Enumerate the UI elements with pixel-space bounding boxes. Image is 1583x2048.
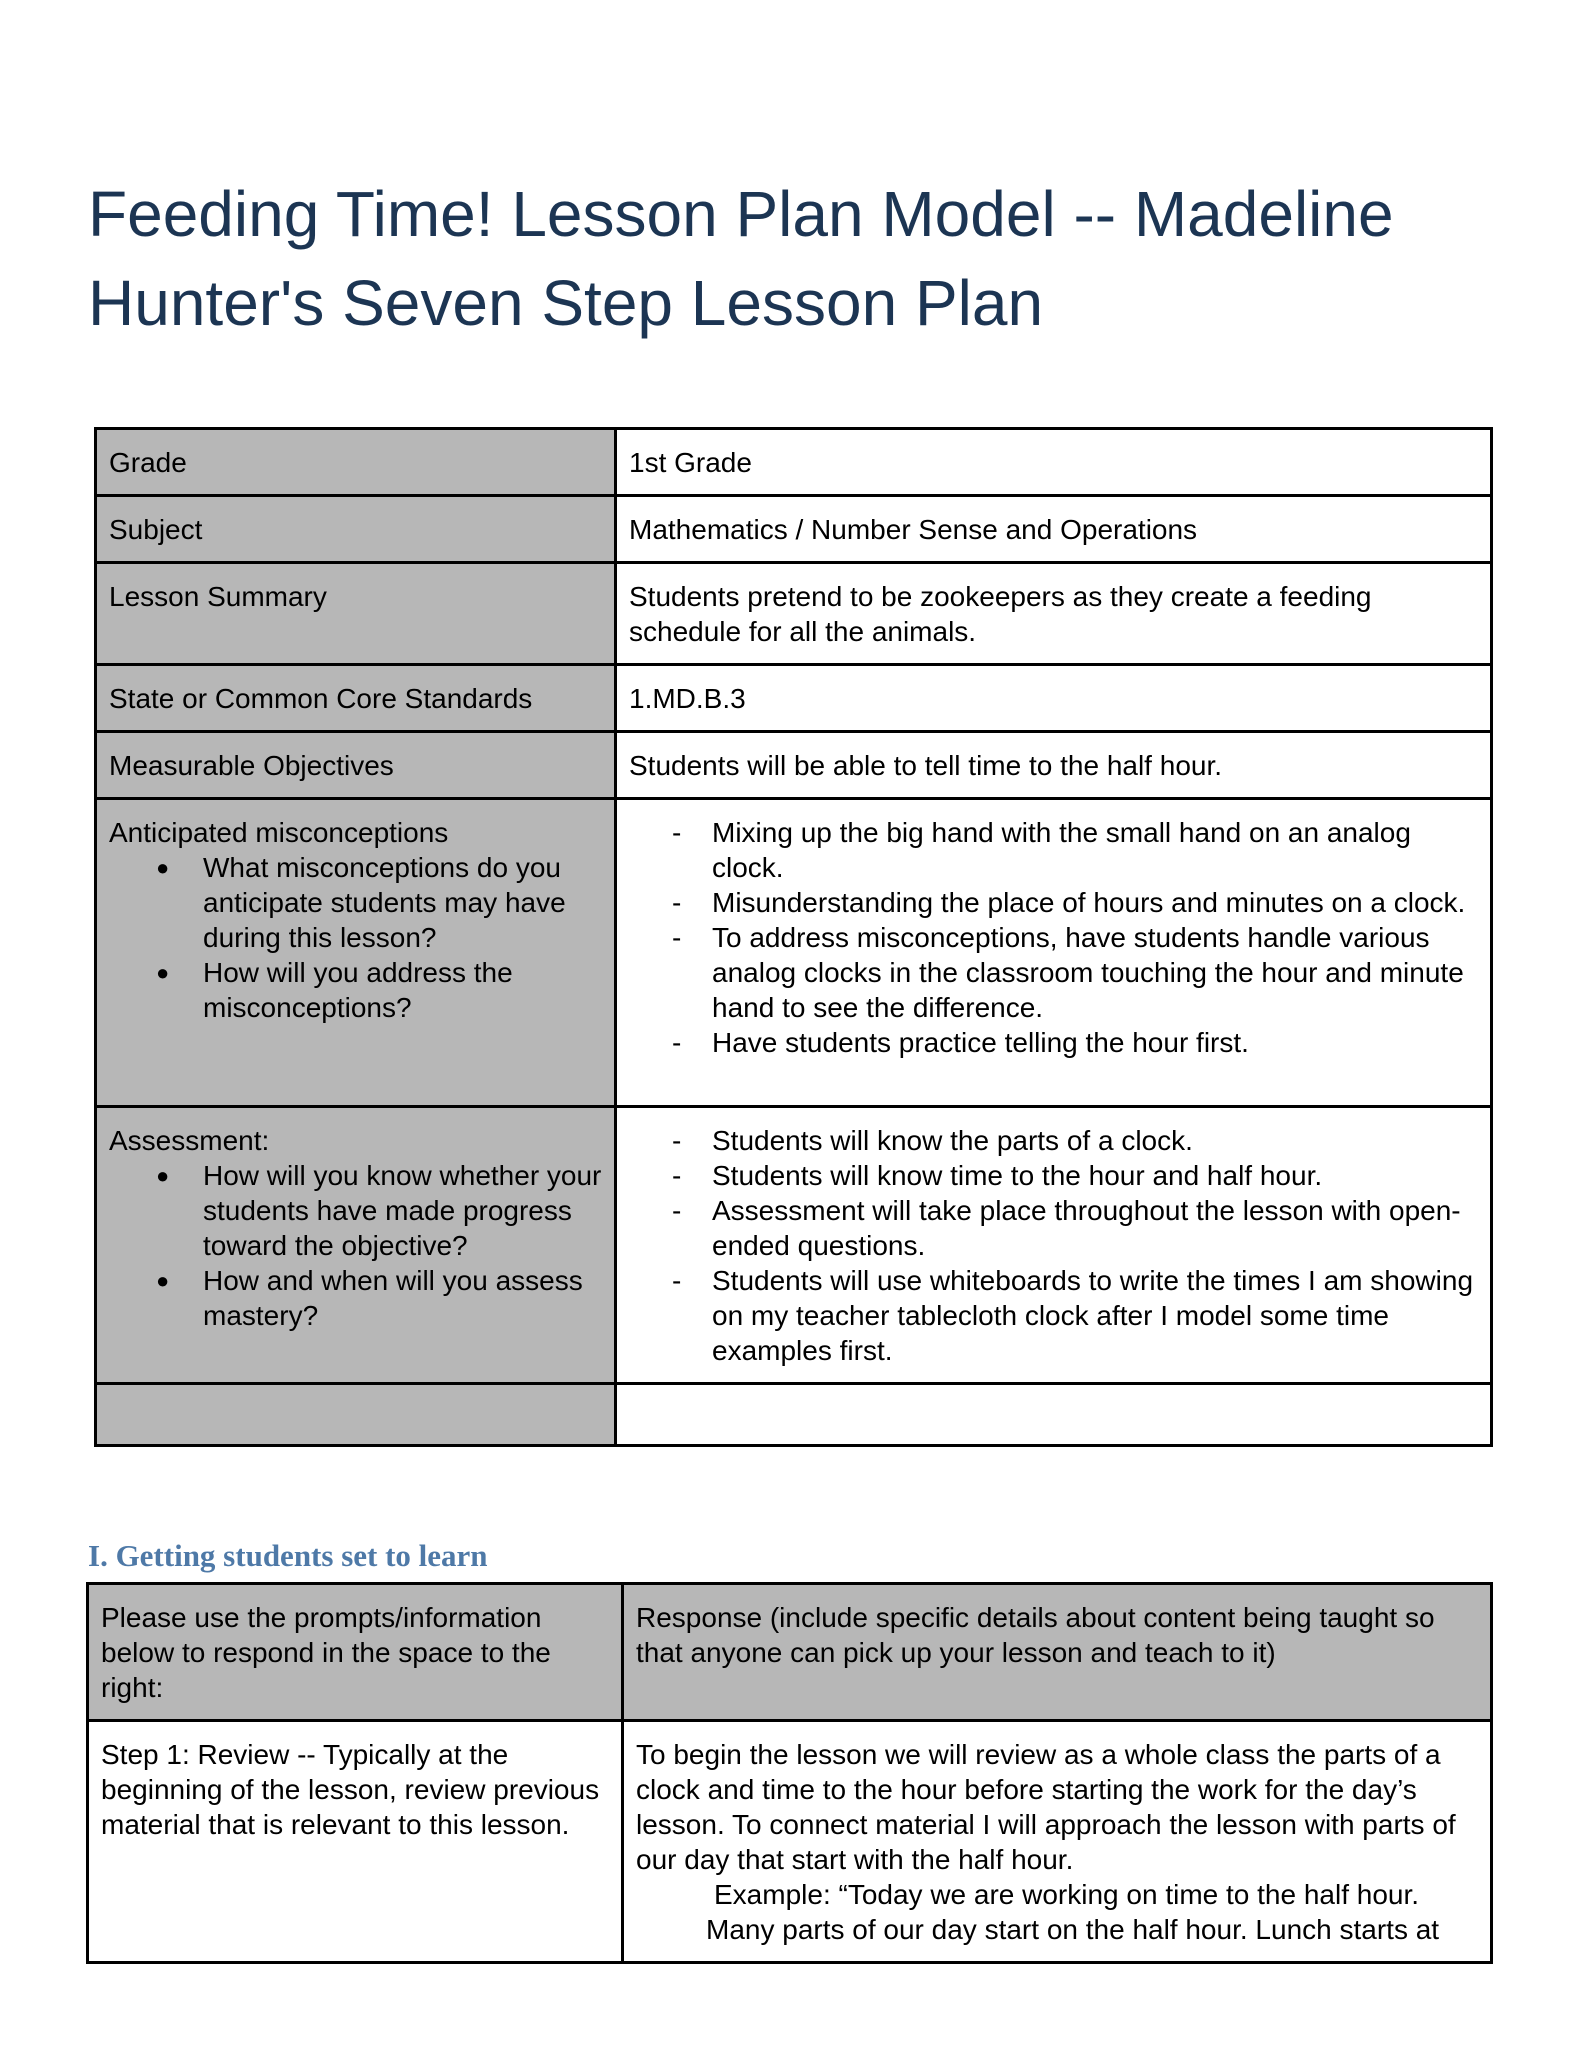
assessment-response-cell (616, 1107, 1492, 1384)
grade-value: 1st Grade (616, 429, 1492, 496)
lesson-summary-row (96, 563, 1492, 665)
assessment-prompt-list (109, 1158, 604, 1333)
assessment-response-list (629, 1123, 1476, 1368)
grade-label: Grade (96, 429, 616, 496)
misconceptions-row (96, 799, 1492, 1107)
list-item: - To address misconceptions, have students handle various analog clocks in the classroom touching the hour and minute hand to see the difference. (629, 920, 1476, 1025)
misconceptions-label: Anticipated misconceptions (109, 817, 449, 848)
header-response: Response (include specific details about content being taught so that anyone can pick up your lesson and teach to it) (623, 1584, 1492, 1721)
step1-prompt: Step 1: Review -- Typically at the beginning of the lesson, review previous material that is relevant to this lesson. (88, 1721, 623, 1963)
list-item: ● How will you know whether your students have made progress toward the objective? (109, 1158, 604, 1263)
misconceptions-response-cell (616, 799, 1492, 1107)
objectives-value: Students will be able to tell time to the half hour. (616, 732, 1492, 799)
objectives-row (96, 732, 1492, 799)
list-item: ● What misconceptions do you anticipate students may have during this lesson? (109, 850, 604, 955)
subject-row (96, 496, 1492, 563)
misconceptions-cell (96, 799, 616, 1107)
step1-example-line-2: Many parts of our day start on the half hour. Lunch starts at (706, 1914, 1440, 1945)
step1-example-line-1: Example: “Today we are working on time to the half hour. (714, 1879, 1420, 1910)
page-title-line-2: Hunter's Seven Step Lesson Plan (88, 267, 1044, 339)
standards-label: State or Common Core Standards (96, 665, 616, 732)
standards-value: 1.MD.B.3 (616, 665, 1492, 732)
empty-value-cell (616, 1384, 1492, 1446)
list-item: - Have students practice telling the hour first. (629, 1025, 1476, 1060)
subject-label: Subject (96, 496, 616, 563)
assessment-row (96, 1107, 1492, 1384)
section-heading: I. Getting students set to learn (88, 1538, 488, 1573)
steps-table (86, 1582, 1493, 1964)
empty-label-cell (96, 1384, 616, 1446)
page-title-line-1: Feeding Time! Lesson Plan Model -- Madeline (88, 178, 1394, 250)
list-item: - Misunderstanding the place of hours and minutes on a clock. (629, 885, 1476, 920)
step1-response-cell (623, 1721, 1492, 1963)
assessment-label: Assessment: (109, 1125, 270, 1156)
header-prompts: Please use the prompts/information below to respond in the space to the right: (88, 1584, 623, 1721)
objectives-label: Measurable Objectives (96, 732, 616, 799)
subject-value: Mathematics / Number Sense and Operations (616, 496, 1492, 563)
lesson-summary-label: Lesson Summary (96, 563, 616, 665)
list-item: ● How and when will you assess mastery? (109, 1263, 604, 1333)
lesson-summary-table (94, 427, 1493, 1447)
list-item: - Students will know time to the hour and half hour. (629, 1158, 1476, 1193)
list-item: - Assessment will take place throughout the lesson with open-ended questions. (629, 1193, 1476, 1263)
step1-response: To begin the lesson we will review as a whole class the parts of a clock and time to the hour before starting the work for the day’s lesson. To connect material I will approach the lesson with parts of our day that start with the half hour. (636, 1739, 1456, 1875)
page-title (88, 170, 1488, 348)
standards-row (96, 665, 1492, 732)
grade-row (96, 429, 1492, 496)
misconceptions-prompt-list (109, 850, 604, 1025)
list-item: - Students will use whiteboards to write the times I am showing on my teacher tablecloth clock after I model some time examples first. (629, 1263, 1476, 1368)
list-item: - Mixing up the big hand with the small hand on an analog clock. (629, 815, 1476, 885)
misconceptions-response-list (629, 815, 1476, 1060)
empty-row (96, 1384, 1492, 1446)
lesson-summary-value: Students pretend to be zookeepers as they create a feeding schedule for all the animals. (616, 563, 1492, 665)
assessment-cell (96, 1107, 616, 1384)
steps-header-row (88, 1584, 1492, 1721)
list-item: - Students will know the parts of a clock. (629, 1123, 1476, 1158)
list-item: ● How will you address the misconceptions? (109, 955, 604, 1025)
step1-row (88, 1721, 1492, 1963)
